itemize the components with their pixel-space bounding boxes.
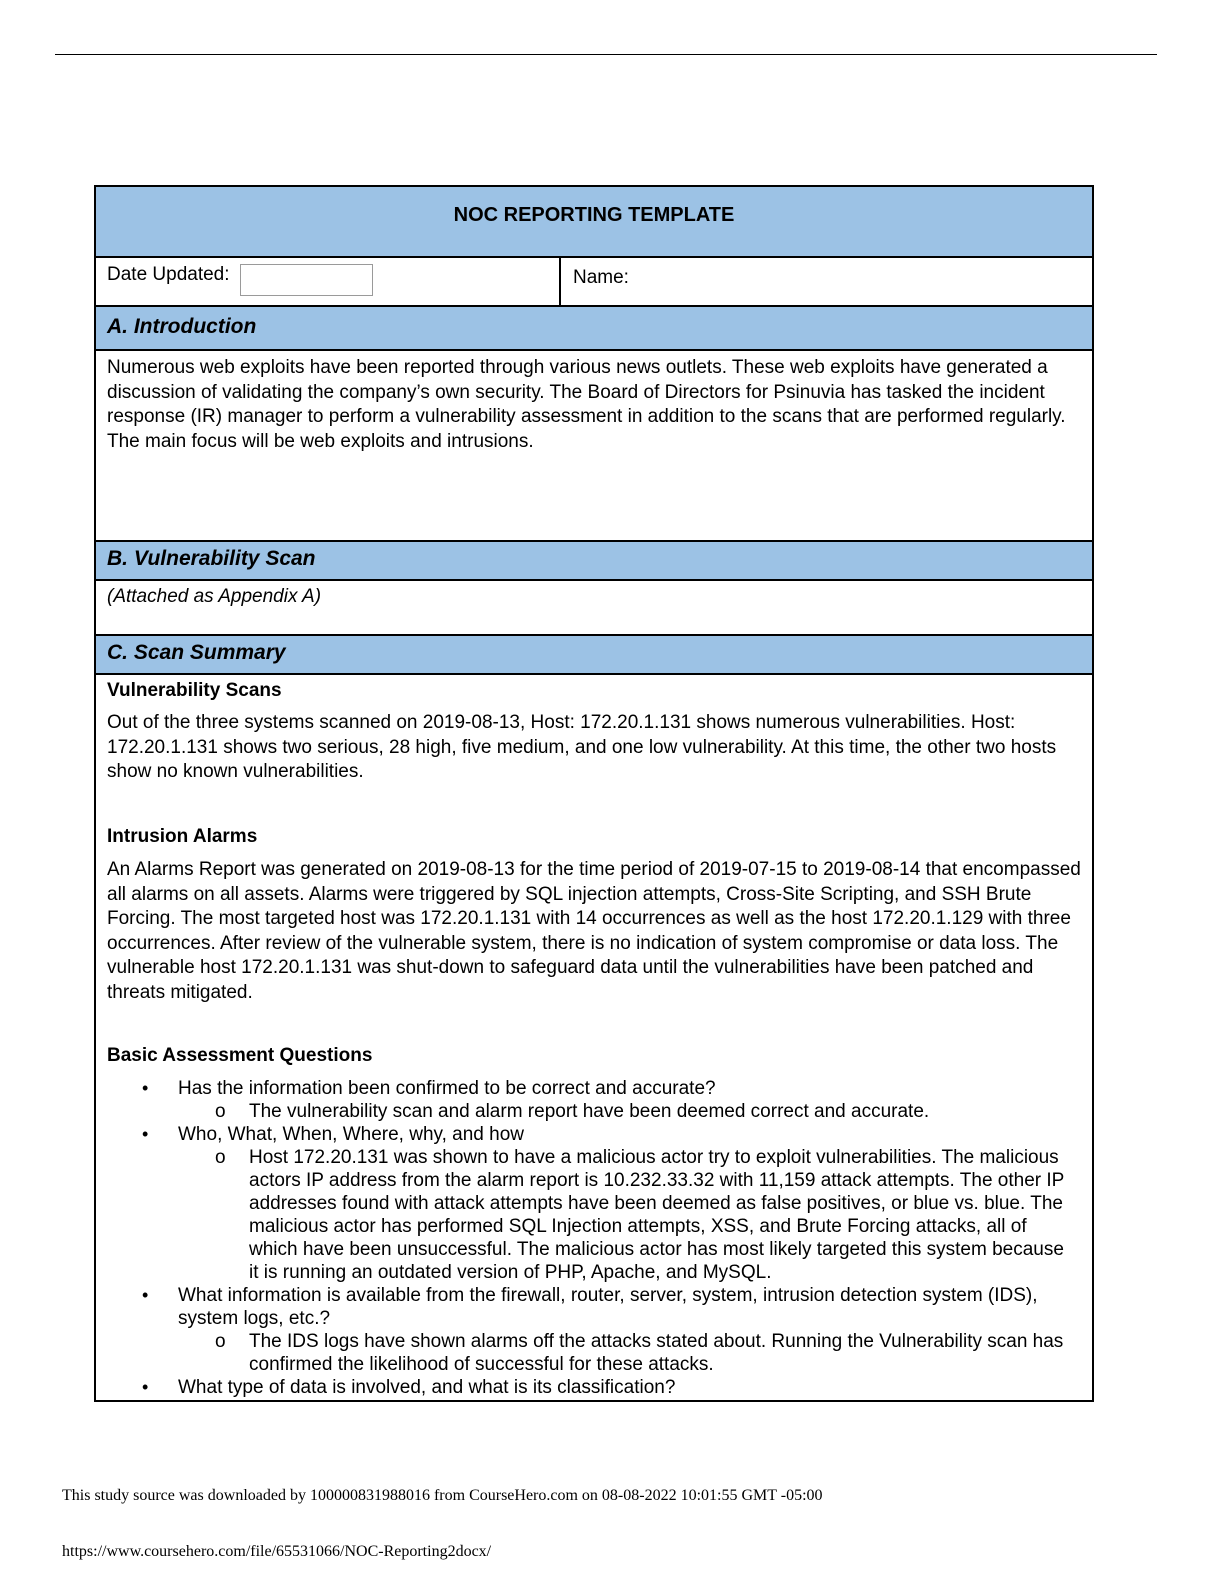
list-item <box>96 1100 1067 1123</box>
section-a-title: A. Introduction <box>107 315 257 338</box>
section-b-title: B. Vulnerability Scan <box>107 547 316 570</box>
date-updated-field[interactable] <box>240 264 373 296</box>
bullet-icon: • <box>142 1377 149 1397</box>
list-item <box>96 1330 1067 1376</box>
noc-report-table <box>94 185 1094 1402</box>
question-text: Who, What, When, Where, why, and how <box>178 1124 525 1145</box>
bullet-icon: • <box>142 1285 149 1305</box>
vulnerability-scans-text: Out of the three systems scanned on 2019-08-13, Host: 172.20.1.131 shows numerous vulnerabilities. Host: 172.20.1.131 shows two serious, 28 high, five medium, and one low vulnerability. At this time, the other two hosts show no known vulnerabilities. <box>107 712 1057 782</box>
section-a-body <box>96 349 1092 540</box>
bullet-icon: • <box>142 1078 149 1098</box>
meta-row <box>96 256 1092 305</box>
list-item <box>96 1123 1081 1146</box>
section-b-header <box>96 540 1092 579</box>
list-item <box>96 1146 1067 1284</box>
bullet-icon: • <box>142 1124 149 1144</box>
sub-bullet-icon: o <box>215 1101 226 1122</box>
introduction-text: Numerous web exploits have been reported through various news outlets. These web exploits have generated a discussion of validating the company’s own security. The Board of Directors for Psinuvia has tasked the incident response (IR) manager to perform a vulnerability assessment in addition to the scans that are performed regularly. The main focus will be web exploits and intrusions. <box>107 357 1066 452</box>
answer-text: The vulnerability scan and alarm report have been deemed correct and accurate. <box>249 1101 930 1122</box>
question-text: Has the information been confirmed to be correct and accurate? <box>178 1078 716 1099</box>
title-row <box>96 187 1092 256</box>
section-c-body <box>96 673 1092 1400</box>
date-cell <box>96 258 561 305</box>
download-notice: This study source was downloaded by 100000831988016 from CourseHero.com on 08-08-2022 10:01:55 GMT -05:00 <box>62 1487 823 1504</box>
name-label: Name: <box>573 267 629 288</box>
appendix-note: (Attached as Appendix A) <box>107 586 322 607</box>
intrusion-alarms-heading: Intrusion Alarms <box>107 826 258 847</box>
basic-assessment-heading: Basic Assessment Questions <box>107 1045 373 1066</box>
assessment-question-list <box>96 1077 1081 1399</box>
list-item <box>96 1284 1081 1330</box>
question-text: What type of data is involved, and what is its classification? <box>178 1377 676 1398</box>
intrusion-alarms-text: An Alarms Report was generated on 2019-08-13 for the time period of 2019-07-15 to 2019-08-14 that encompassed all alarms on all assets. Alarms were triggered by SQL injection attempts, Cross-Site Scripting, and SSH Brute Forcing. The most targeted host was 172.20.1.131 with 14 occurrences as well as the host 172.20.1.129 with three occurrences. After review of the vulnerable system, there is no indication of system compromise or data loss. The vulnerable host 172.20.1.131 was shut-down to safeguard data until the vulnerabilities have been patched and threats mitigated. <box>107 859 1081 1003</box>
answer-text: Host 172.20.131 was shown to have a malicious actor try to exploit vulnerabilities. The malicious actors IP address from the alarm report is 10.232.33.32 with 11,159 attack attempts. The other IP addresses found with attack attempts have been deemed as false positives, or blue vs. blue. The malicious actor has performed SQL Injection attempts, XSS, and Brute Forcing attacks, all of which have been unsuccessful. The malicious actor has most likely targeted this system because it is running an outdated version of PHP, Apache, and MySQL. <box>249 1147 1064 1283</box>
report-title: NOC REPORTING TEMPLATE <box>453 204 735 226</box>
page-top-rule <box>55 54 1157 55</box>
section-c-header <box>96 634 1092 673</box>
question-text: What information is available from the firewall, router, server, system, intrusion detection system (IDS), system logs, etc.? <box>178 1285 1038 1329</box>
vulnerability-scans-heading: Vulnerability Scans <box>107 680 282 701</box>
section-a-header <box>96 305 1092 349</box>
answer-text: The IDS logs have shown alarms off the attacks stated about. Running the Vulnerability scan has confirmed the likelihood of successful for these attacks. <box>249 1331 1064 1375</box>
section-c-title: C. Scan Summary <box>107 641 286 664</box>
section-b-body <box>96 579 1092 634</box>
source-url: https://www.coursehero.com/file/65531066/NOC-Reporting2docx/ <box>62 1543 492 1560</box>
list-item <box>96 1376 1081 1399</box>
sub-bullet-icon: o <box>215 1331 226 1352</box>
sub-bullet-icon: o <box>215 1147 226 1168</box>
list-item <box>96 1077 1081 1100</box>
date-updated-label: Date Updated: <box>107 264 230 285</box>
